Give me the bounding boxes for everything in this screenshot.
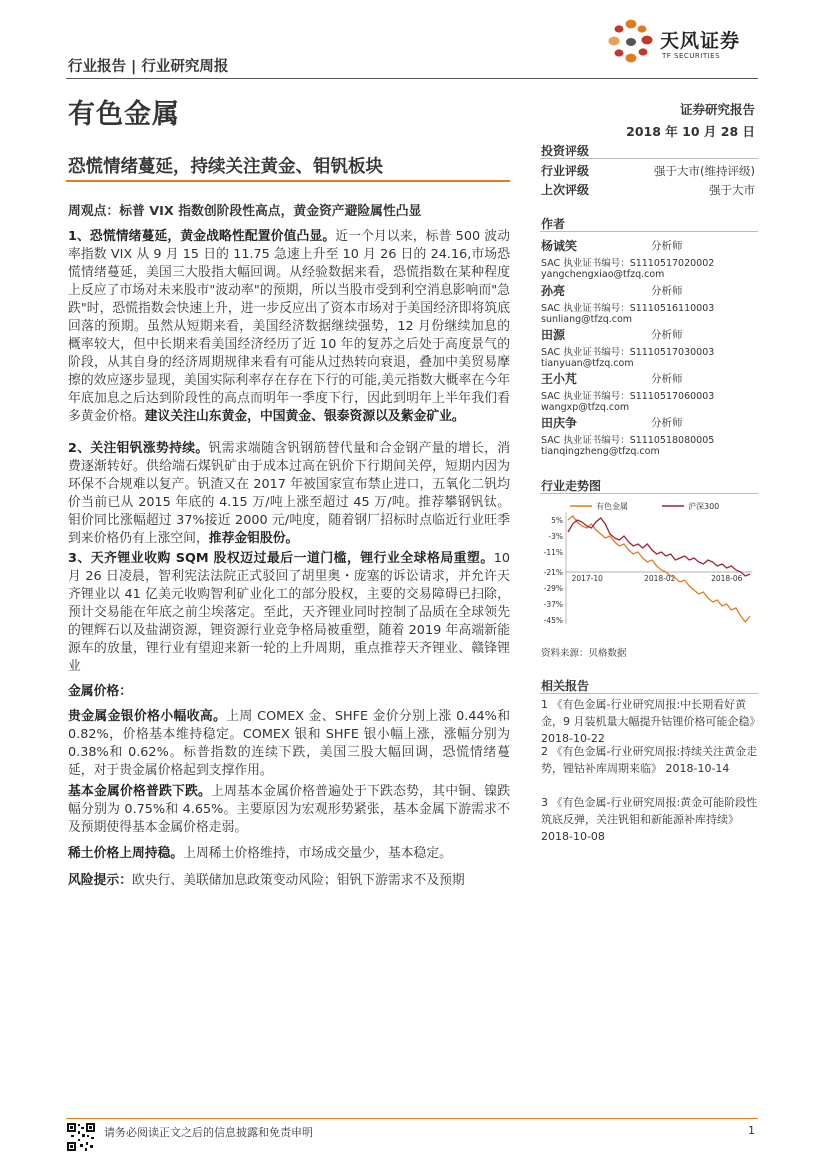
breadcrumb: 行业报告 | 行业研究周报	[68, 59, 229, 75]
related-title: 相关报告	[541, 679, 590, 693]
brand-logo-mark	[606, 18, 656, 68]
x-tick-label: 2018-02	[644, 574, 676, 583]
logo-petal	[626, 38, 636, 46]
series-line	[568, 516, 750, 622]
logo-petal	[615, 49, 624, 56]
related-rule	[540, 693, 758, 694]
related-report-date: 2018-10-22	[541, 732, 605, 745]
report-date: 2018 年 10 月 28 日	[626, 124, 755, 139]
author-entry	[541, 282, 759, 325]
paragraph-base-lead: 基本金属价格普跌下跌。	[68, 784, 212, 799]
logo-petal	[642, 36, 653, 45]
rating-label-industry: 行业评级	[541, 164, 590, 178]
logo-petal	[609, 37, 620, 46]
author-name: 田源	[541, 328, 566, 342]
paragraph-base	[68, 783, 510, 837]
author-email: tianyuan@tfzq.com	[541, 358, 634, 369]
y-tick-label: -29%	[543, 584, 563, 593]
report-type: 证券研究报告	[679, 102, 755, 117]
author-role: 分析师	[651, 373, 683, 385]
headline: 恐慌情绪蔓延，持续关注黄金、钼钒板块	[68, 157, 383, 177]
author-role: 分析师	[651, 329, 683, 341]
author-name: 杨诚笑	[541, 239, 578, 253]
related-report-date: 2018-10-14	[665, 762, 730, 775]
author-email: yangchengxiao@tfzq.com	[541, 269, 665, 280]
sector-title: 有色金属	[68, 99, 180, 130]
paragraph-gold-tail: 建议关注山东黄金，中国黄金、银泰资源以及紫金矿业。	[144, 409, 465, 424]
rating-label-previous: 上次评级	[541, 183, 590, 197]
paragraph-risk-lead: 风险提示：	[68, 873, 132, 888]
paragraph-moly-vanadium	[68, 440, 510, 548]
author-entry	[541, 326, 759, 369]
y-tick-label: -11%	[543, 548, 563, 557]
logo-petal	[626, 54, 637, 63]
related-report-text: 1 《有色金属-行业研究周报:中长期看好黄金，9 月装机量大幅提升钴锂价格可能企稳》	[541, 698, 761, 728]
legend-label: 有色金属	[596, 502, 628, 511]
paragraph-lithium-lead: 3、天齐锂业收购 SQM 股权迈过最后一道门槛，锂行业全球格局重塑。	[68, 551, 494, 566]
paragraph-moly-lead: 2、关注钼钒涨势持续。	[68, 441, 209, 456]
author-cert: SAC 执业证书编号：S1110518080005	[541, 435, 715, 446]
authors-rule	[540, 231, 758, 232]
paragraph-moly-body: 钒需求端随含钒钢筋替代量和合金钢产量的增长，消费逐渐转好。供给端石煤钒矿由于成本过高在钒价下行期间关停，短期内因为环保不合规难以复产。钒渣又在 2017 年被国家宣布禁止进口，五氧化二钒均价当前已从 2015 年底的 4.15 万/吨上涨至超过 45 万/吨。推荐攀钢钒钛。钼价同比涨幅超过 37%接近 2000 元/吨度，随着钢厂招标时点临近行业旺季到来价格仍有上涨空间，	[68, 441, 511, 546]
related-report-text: 3 《有色金属-行业研究周报:黄金可能阶段性筑底反弹，关注钒钼和新能源补库持续》	[541, 796, 758, 826]
author-entry	[541, 237, 759, 280]
rating-value-industry: 强于大市(维持评级)	[654, 164, 755, 178]
author-role: 分析师	[651, 417, 683, 429]
author-cert: SAC 执业证书编号：S1110516110003	[541, 303, 715, 314]
related-report-text: 2 《有色金属-行业研究周报:持续关注黄金走势，锂钴补库周期来临》	[541, 745, 758, 775]
paragraph-base-body: 上周基本金属价格普遍处于下跌态势，其中铜、镍跌幅分别为 0.75%和 4.65%。主要原因为宏观形势紧张，基本金属下游需求不及预期使得基本金属价格走弱。	[68, 784, 511, 835]
author-cert: SAC 执业证书编号：S1110517030003	[541, 347, 715, 358]
trend-rule	[540, 493, 758, 494]
author-name: 孙亮	[541, 284, 566, 298]
authors-title: 作者	[541, 217, 566, 231]
paragraph-gold-lead: 1、恐慌情绪蔓延，黄金战略性配置价值凸显。	[68, 229, 336, 244]
paragraph-lithium-body: 10 月 26 日凌晨，智利宪法法院正式驳回了胡里奥・庞塞的诉讼请求，并允许天齐锂业以 41 亿美元收购智利矿业化工的部分股权，主要的交易障碍已扫除，预计交易能在年底之前尘埃落定。至此，天齐锂业同时控制了品质在全球领先的锂辉石以及盐湖资源，锂资源行业竞争格局被重塑，随着 2019 年高端新能源车的放量，锂行业有望迎来新一轮的上升周期，重点推荐天齐锂业、赣锋锂业	[68, 551, 510, 674]
summary-heading: 周观点：标普 VIX 指数创阶段性高点，黄金资产避险属性凸显	[68, 204, 422, 219]
related-report-item[interactable]	[541, 696, 761, 747]
y-tick-label: -3%	[548, 532, 563, 541]
rating-title: 投资评级	[541, 144, 590, 158]
metals-heading: 金属价格：	[68, 684, 132, 699]
author-name: 王小芃	[541, 372, 578, 386]
legend-label: 沪深300	[688, 502, 720, 511]
author-name: 田庆争	[541, 416, 578, 430]
logo-petal	[638, 25, 647, 32]
author-entry	[541, 414, 759, 457]
brand-sub: TF SECURITIES	[662, 52, 721, 60]
paragraph-rare-earth-body: 上周稀土价格维持，市场成交量少，基本稳定。	[183, 846, 452, 861]
author-email: wangxp@tfzq.com	[541, 402, 630, 413]
rating-value-previous: 强于大市	[709, 183, 755, 197]
related-report-item[interactable]	[541, 743, 761, 777]
paragraph-moly-tail: 推荐金钼股份。	[208, 531, 299, 546]
paragraph-rare-earth	[68, 845, 510, 863]
author-cert: SAC 执业证书编号：S1110517060003	[541, 391, 715, 402]
author-role: 分析师	[651, 285, 683, 297]
qr-code-icon	[66, 1122, 96, 1152]
author-role: 分析师	[651, 240, 683, 252]
logo-petal	[626, 20, 637, 29]
page-number: 1	[748, 1124, 755, 1137]
headline-rule	[66, 180, 510, 182]
header-rule	[66, 78, 758, 79]
rating-rule	[540, 158, 758, 159]
trend-title: 行业走势图	[541, 479, 602, 493]
author-entry	[541, 370, 759, 413]
related-report-date: 2018-10-08	[541, 830, 605, 843]
y-tick-label: -37%	[543, 600, 563, 609]
paragraph-rare-earth-lead: 稀土价格上周持稳。	[68, 846, 184, 861]
paragraph-precious-lead: 贵金属金银价格小幅收高。	[68, 709, 227, 724]
author-email: sunliang@tfzq.com	[541, 314, 633, 325]
paragraph-risk	[68, 872, 510, 890]
chart-source: 资料来源：贝格数据	[541, 648, 627, 659]
industry-trend-chart	[538, 498, 758, 630]
author-email: tianqingzheng@tfzq.com	[541, 446, 660, 457]
paragraph-precious-body: 上周 COMEX 金、SHFE 金价分别上涨 0.44%和 0.82%，价格基本维持稳定。COMEX 银和 SHFE 银小幅上涨，涨幅分别为 0.38%和 0.62%。标普指数的连续下跌，美国三股大幅回调，恐慌情绪蔓延，对于贵金属价格起到支撑作用。	[68, 709, 510, 778]
footer-notice: 请务必阅读正文之后的信息披露和免责申明	[104, 1126, 313, 1139]
author-cert: SAC 执业证书编号：S1110517020002	[541, 258, 715, 269]
logo-petal	[639, 48, 648, 55]
x-tick-label: 2017-10	[571, 574, 603, 583]
y-tick-label: 5%	[551, 516, 563, 525]
paragraph-precious	[68, 708, 510, 780]
footer-rule	[66, 1118, 758, 1119]
paragraph-gold	[68, 228, 510, 426]
logo-petal	[615, 25, 624, 32]
x-tick-label: 2018-06	[711, 574, 743, 583]
related-report-item[interactable]	[541, 794, 761, 845]
paragraph-gold-body: 近一个月以来，标普 500 波动率指数 VIX 从 9 月 15 日的 11.75 急速上升至 10 月 26 日的 24.16,市场恐慌情绪蔓延，美国三大股指大幅回调。从经验数据来看，恐慌指数在某种程度上反应了市场对未来股市"波动率"的预期，所以当股市受到利空消息影响而"急跌"时，恐慌指数会快速上升，进一步反应出了资本市场对于美国经济即将筑底回落的预期。虽然从短期来看，美国经济数据继续强势，12 月份继续加息的概率较大，但中长期来看美国经济经历了近 10 年的复苏之后处于高度景气的阶段，从其自身的经济周期规律来看有可能从过热转向衰退，叠加中美贸易摩擦的效应逐步显现，美国实际利率存在存在下行的可能,美元指数大概率在今年年底加息之后达到阶段性的高点而明年一季度下行，因此到明年上半年我们看多黄金价格。	[68, 229, 510, 424]
brand-name: 天风证券	[660, 30, 741, 52]
paragraph-lithium	[68, 550, 510, 676]
y-tick-label: -21%	[543, 568, 563, 577]
paragraph-risk-body: 欧央行、美联储加息政策变动风险；钼钒下游需求不及预期	[131, 873, 465, 888]
y-tick-label: -45%	[543, 616, 563, 625]
